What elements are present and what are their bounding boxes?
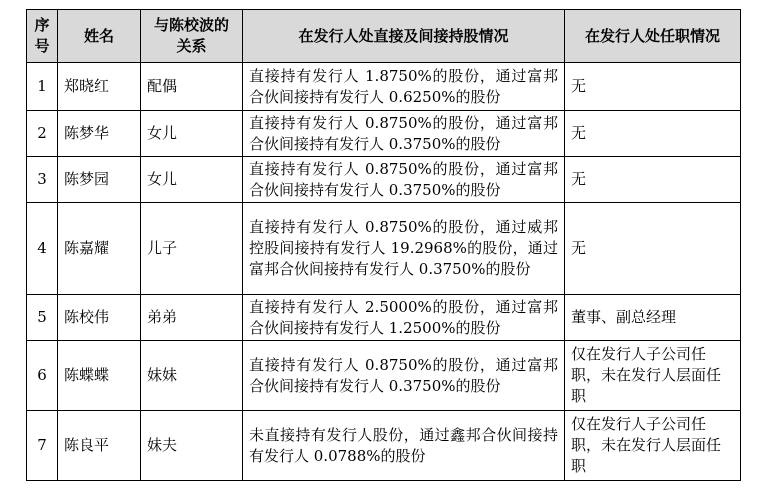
- row-holding: 直接持有发行人 0.8750%的股份，通过富邦合伙间接持有发行人 0.3750%的股份: [243, 341, 565, 411]
- row-name: 陈校伟: [58, 295, 141, 341]
- shareholding-table: [26, 9, 741, 481]
- row-relation: 弟弟: [141, 295, 243, 341]
- row-relation: 妹夫: [141, 411, 243, 481]
- row-relation: 女儿: [141, 157, 243, 203]
- row-name: 陈嘉耀: [58, 203, 141, 295]
- row-name: 陈良平: [58, 411, 141, 481]
- row-no: 2: [27, 111, 58, 157]
- table-container: [26, 9, 741, 481]
- table-row: [27, 341, 741, 411]
- row-position: 董事、副总经理: [565, 295, 741, 341]
- row-name: 郑晓红: [58, 63, 141, 111]
- row-position: 无: [565, 63, 741, 111]
- row-holding: 直接持有发行人 0.8750%的股份，通过威邦控股间接持有发行人 19.2968%的股份，通过富邦合伙间接持有发行人 0.3750%的股份: [243, 203, 565, 295]
- row-no: 6: [27, 341, 58, 411]
- row-holding: 未直接持有发行人股份，通过鑫邦合伙间接持有发行人 0.0788%的股份: [243, 411, 565, 481]
- table-row: [27, 203, 741, 295]
- table-row: [27, 157, 741, 203]
- row-relation: 妹妹: [141, 341, 243, 411]
- row-position: 无: [565, 203, 741, 295]
- row-name: 陈蝶蝶: [58, 341, 141, 411]
- table-row: [27, 63, 741, 111]
- row-no: 7: [27, 411, 58, 481]
- row-no: 4: [27, 203, 58, 295]
- row-holding: 直接持有发行人 1.8750%的股份，通过富邦合伙间接持有发行人 0.6250%的股份: [243, 63, 565, 111]
- row-position: 无: [565, 111, 741, 157]
- header-holding: 在发行人处直接及间接持股情况: [243, 10, 565, 63]
- row-holding: 直接持有发行人 0.8750%的股份，通过富邦合伙间接持有发行人 0.3750%的股份: [243, 157, 565, 203]
- header-no: 序号: [27, 10, 58, 63]
- table-row: [27, 111, 741, 157]
- row-name: 陈梦园: [58, 157, 141, 203]
- row-position: 仅在发行人子公司任职，未在发行人层面任职: [565, 411, 741, 481]
- header-name: 姓名: [58, 10, 141, 63]
- header-row: [27, 10, 741, 63]
- row-relation: 配偶: [141, 63, 243, 111]
- row-relation: 儿子: [141, 203, 243, 295]
- table-row: [27, 295, 741, 341]
- row-position: 无: [565, 157, 741, 203]
- row-no: 3: [27, 157, 58, 203]
- row-relation: 女儿: [141, 111, 243, 157]
- row-no: 5: [27, 295, 58, 341]
- row-holding: 直接持有发行人 2.5000%的股份，通过富邦合伙间接持有发行人 1.2500%的股份: [243, 295, 565, 341]
- table-row: [27, 411, 741, 481]
- row-no: 1: [27, 63, 58, 111]
- row-holding: 直接持有发行人 0.8750%的股份，通过富邦合伙间接持有发行人 0.3750%的股份: [243, 111, 565, 157]
- header-position: 在发行人处任职情况: [565, 10, 741, 63]
- row-position: 仅在发行人子公司任职，未在发行人层面任职: [565, 341, 741, 411]
- row-name: 陈梦华: [58, 111, 141, 157]
- header-relation: 与陈校波的关系: [141, 10, 243, 63]
